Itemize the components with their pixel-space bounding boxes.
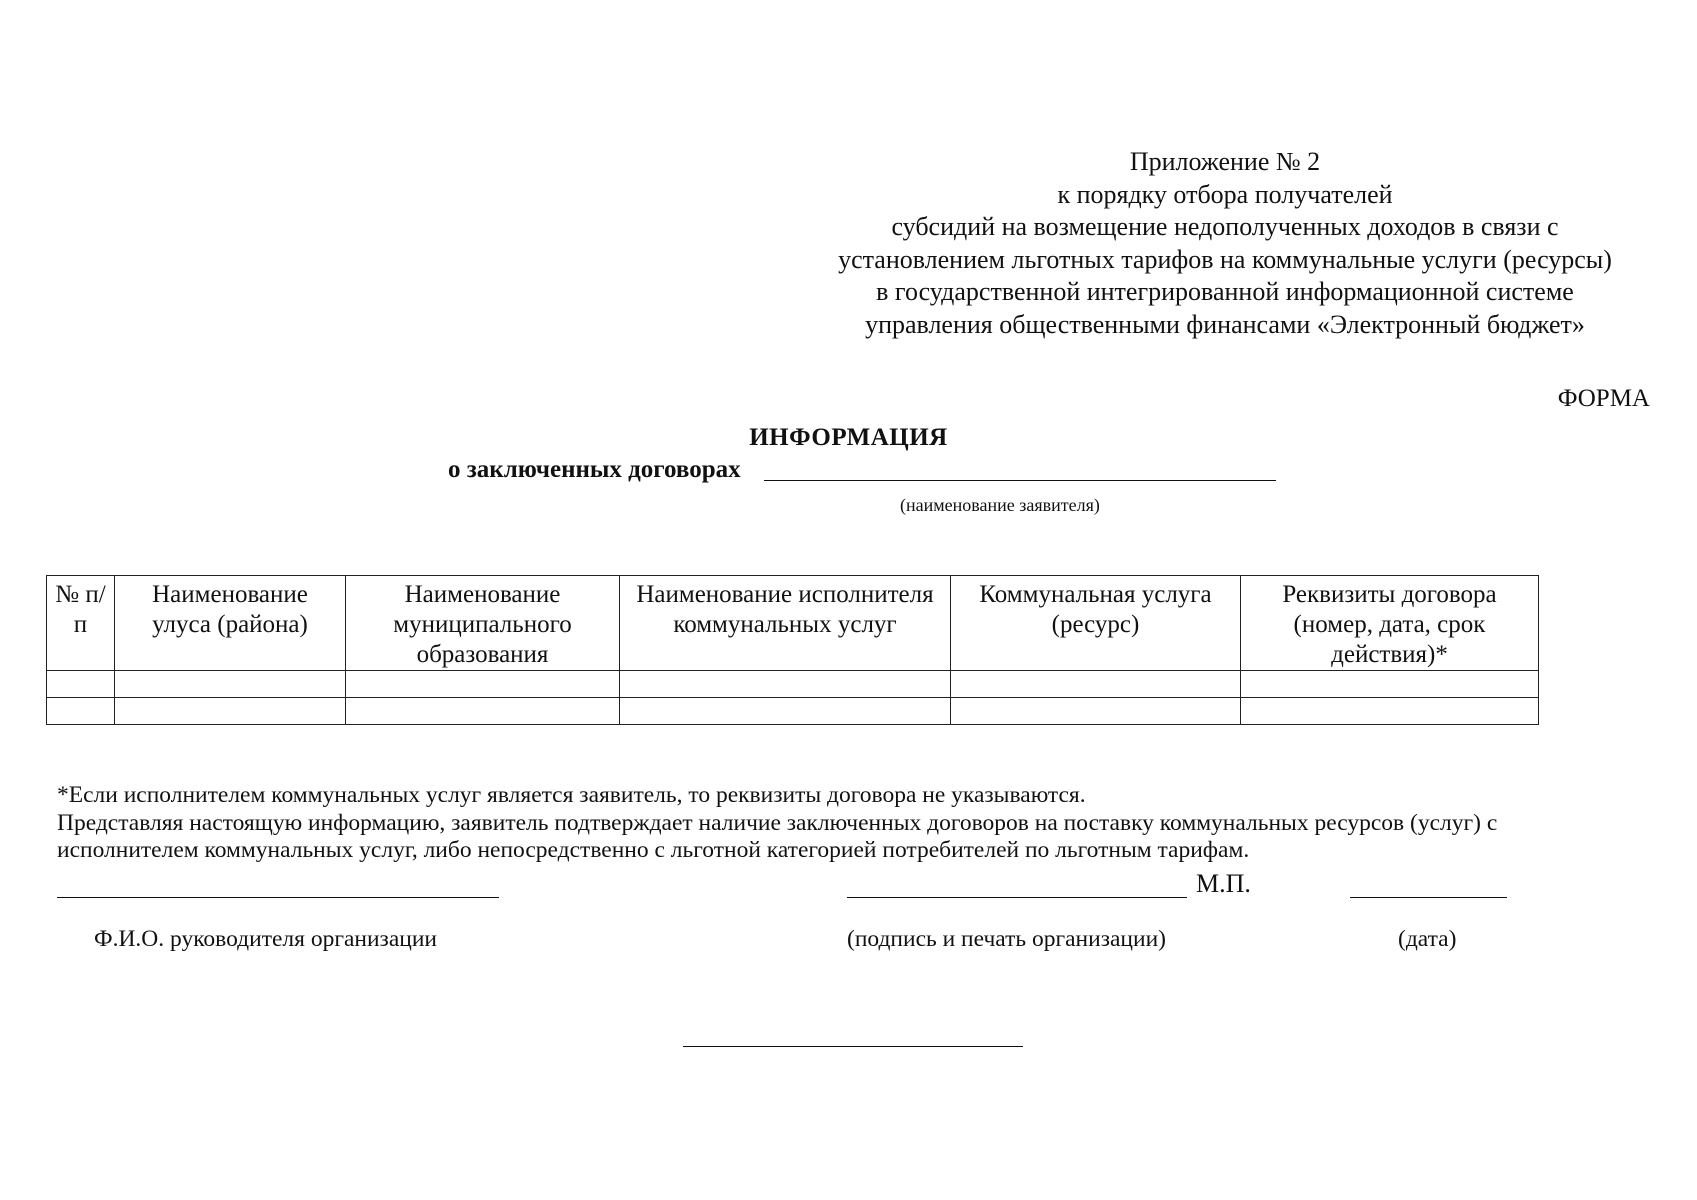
signature-caption: (подпись и печать организации) [847, 926, 1166, 952]
document-title: ИНФОРМАЦИЯ [749, 424, 948, 451]
confirmation-text: исполнителем коммунальных услуг, либо непосредственно с льготной категорией потребителей по льготным тарифам. [57, 837, 1250, 863]
appendix-line: управления общественными финансами «Электронный бюджет» [865, 309, 1585, 339]
table-cell[interactable] [620, 698, 951, 725]
column-header: Наименование улуса (района) [115, 576, 346, 671]
appendix-line: установлением льготных тарифов на коммунальные услуги (ресурсы) [838, 244, 1612, 274]
footnote: *Если исполнителем коммунальных услуг является заявитель, то реквизиты договора не указываются. [57, 782, 1086, 808]
document-subtitle: о заключенных договорах [448, 456, 741, 483]
table-header-row [47, 576, 1539, 671]
table-cell[interactable] [620, 671, 951, 698]
applicant-name-field[interactable] [764, 480, 1276, 481]
contracts-table [46, 575, 1539, 725]
confirmation-text: Представляя настоящую информацию, заявитель подтверждает наличие заключенных договоров на поставку коммунальных ресурсов (услуг) с [57, 809, 1498, 836]
date-field[interactable] [1350, 897, 1507, 898]
table-cell[interactable] [47, 698, 115, 725]
appendix-line: Приложение № 2 [1129, 147, 1321, 176]
table-cell[interactable] [1241, 671, 1539, 698]
table-cell[interactable] [47, 671, 115, 698]
table-cell[interactable] [115, 698, 346, 725]
date-caption: (дата) [1398, 926, 1457, 952]
column-header: № п/п [47, 576, 115, 671]
table-cell[interactable] [951, 671, 1241, 698]
bottom-separator-line [683, 1046, 1023, 1047]
table-cell[interactable] [1241, 698, 1539, 725]
head-name-caption: Ф.И.О. руководителя организации [94, 926, 437, 952]
appendix-line: субсидий на возмещение недополученных доходов в связи с [891, 212, 1559, 241]
table-cell[interactable] [951, 698, 1241, 725]
column-header: Наименование исполнителя коммунальных услуг [620, 576, 951, 671]
appendix-line: в государственной интегрированной информационной системе [876, 277, 1574, 306]
appendix-block [780, 146, 1670, 341]
column-header: Коммунальная услуга (ресурс) [951, 576, 1241, 671]
applicant-name-hint: (наименование заявителя) [900, 495, 1100, 515]
head-name-field[interactable] [57, 897, 499, 898]
column-header: Наименование муниципального образования [346, 576, 620, 671]
table-row [47, 698, 1539, 725]
table-cell[interactable] [115, 671, 346, 698]
notes-block [57, 782, 1657, 865]
appendix-line: к порядку отбора получателей [1057, 179, 1393, 209]
table-row [47, 671, 1539, 698]
signature-field[interactable] [847, 897, 1187, 898]
stamp-place-label: М.П. [1196, 869, 1251, 898]
table-cell[interactable] [346, 671, 620, 698]
column-header: Реквизиты договора (номер, дата, срок действия)* [1241, 576, 1539, 671]
table-cell[interactable] [346, 698, 620, 725]
form-label: ФОРМА [1557, 385, 1650, 412]
